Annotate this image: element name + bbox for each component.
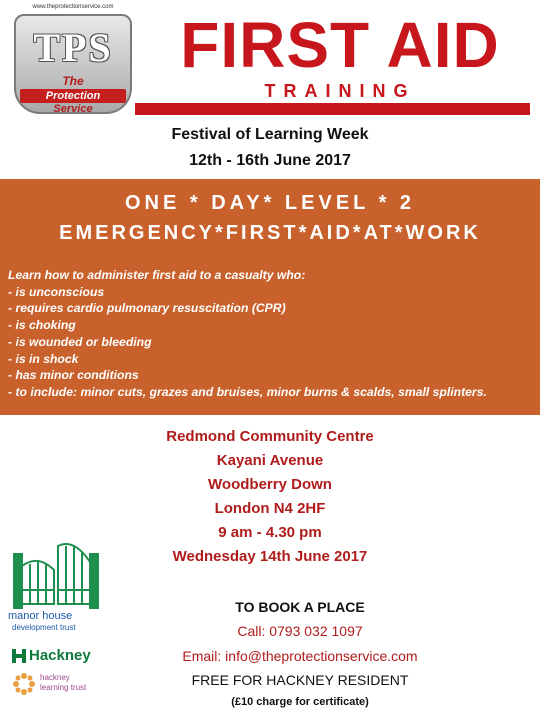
logo-service: Service <box>53 103 93 114</box>
learning-trust-line1: hackney <box>40 673 70 682</box>
list-item: - is wounded or bleeding <box>8 334 152 349</box>
hackney-name: Hackney <box>29 647 91 664</box>
course-level: ONE * DAY* LEVEL * 2 <box>124 192 416 214</box>
course-date: Wednesday 14th June 2017 <box>172 548 368 565</box>
course-name: EMERGENCY*FIRST*AID*AT*WORK <box>59 222 481 244</box>
list-item: - requires cardio pulmonary resuscitation (CPR) <box>8 301 286 316</box>
booking-phone: Call: 0793 032 1097 <box>237 623 363 639</box>
course-content-list <box>8 267 536 401</box>
logo-shield <box>14 14 132 114</box>
page-subtitle: TRAINING <box>264 81 416 101</box>
logo-the: The <box>62 74 84 88</box>
logo-acronym: TPS <box>33 25 113 70</box>
venue-street: Kayani Avenue <box>216 452 324 469</box>
title-divider <box>135 103 530 115</box>
page-title: FIRST AID <box>180 9 500 81</box>
venue-area: Woodberry Down <box>208 476 332 493</box>
hackney-logo-icon <box>11 648 27 664</box>
learning-trust-line2: learning trust <box>40 683 87 692</box>
booking-free-note: FREE FOR HACKNEY RESIDENT <box>191 672 409 688</box>
manor-house-name: manor house <box>8 610 73 622</box>
booking-email: Email: info@theprotectionservice.com <box>182 648 418 664</box>
event-name: Festival of Learning Week <box>171 126 369 143</box>
learning-trust-icon <box>12 672 36 696</box>
venue-name: Redmond Community Centre <box>166 428 374 445</box>
list-item: Learn how to administer first aid to a casualty who: <box>8 268 306 282</box>
logo-band: Protection <box>20 89 126 103</box>
list-item: - is unconscious <box>8 284 105 299</box>
course-time: 9 am - 4.30 pm <box>218 524 322 541</box>
list-item: - is in shock <box>8 351 79 366</box>
list-item: - is choking <box>8 318 76 333</box>
booking-charge-note: (£10 charge for certificate) <box>231 696 369 708</box>
event-dates: 12th - 16th June 2017 <box>189 152 351 169</box>
list-item: - to include: minor cuts, grazes and bruises, minor burns & scalds, small splinters. <box>8 384 487 399</box>
booking-title: TO BOOK A PLACE <box>235 599 365 615</box>
manor-house-subtitle: development trust <box>12 623 76 632</box>
venue-postcode: London N4 2HF <box>214 500 326 517</box>
gate-icon <box>10 540 102 610</box>
logo-url: www.theprotectionservice.com <box>32 4 114 10</box>
tps-logo <box>8 4 138 118</box>
list-item: - has minor conditions <box>8 368 139 383</box>
